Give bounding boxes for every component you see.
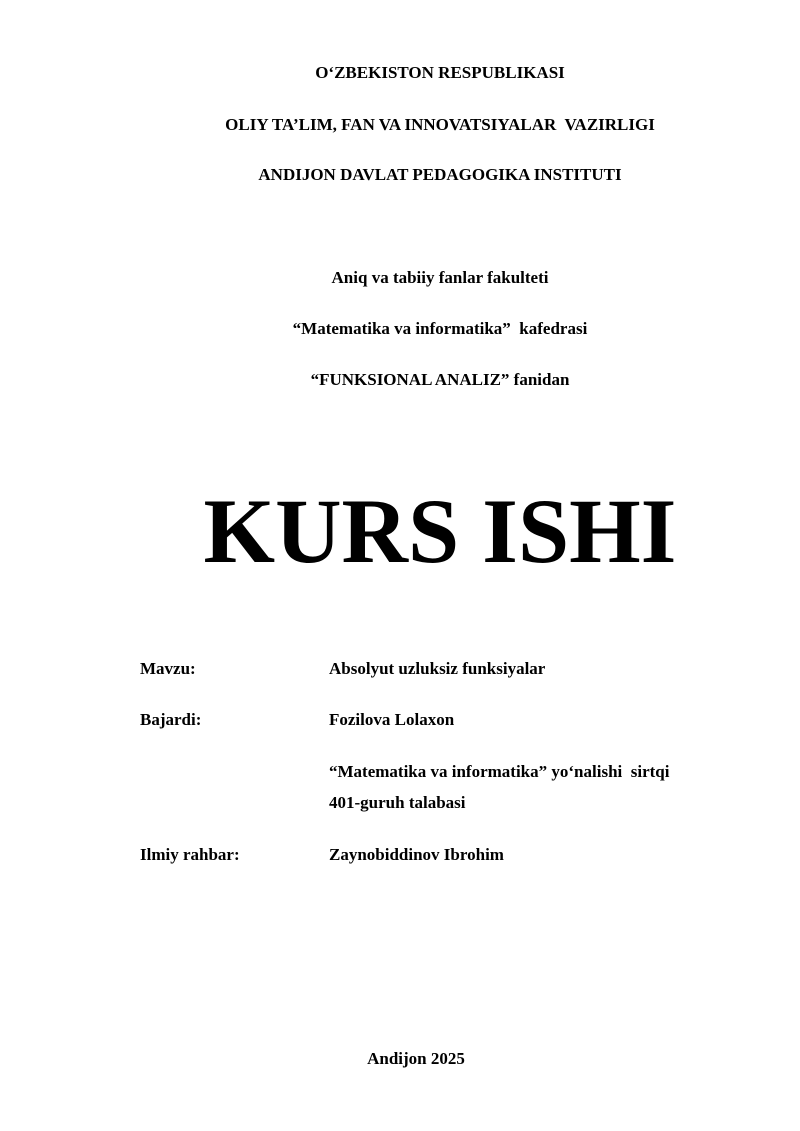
supervisor-value: Zaynobiddinov Ibrohim <box>329 845 504 864</box>
topic-label: Mavzu: <box>140 659 196 678</box>
supervisor-label: Ilmiy rahbar: <box>140 845 240 864</box>
author-label: Bajardi: <box>140 710 202 729</box>
subject-name: “FUNKSIONAL ANALIZ” fanidan <box>310 370 570 389</box>
faculty-name: Aniq va tabiiy fanlar fakulteti <box>331 268 549 287</box>
ministry-heading: OLIY TA’LIM, FAN VA INNOVATSIYALAR VAZIRLIGI <box>225 115 655 134</box>
author-value: Fozilova Lolaxon <box>329 710 455 729</box>
department-name: “Matematika va informatika” kafedrasi <box>292 319 588 338</box>
author-direction: “Matematika va informatika” yo‘nalishi sirtqi <box>329 762 670 781</box>
institute-heading: ANDIJON DAVLAT PEDAGOGIKA INSTITUTI <box>258 165 622 184</box>
topic-value: Absolyut uzluksiz funksiyalar <box>329 659 546 678</box>
place-year: Andijon 2025 <box>367 1049 465 1068</box>
document-title: KURS ISHI <box>203 480 677 582</box>
author-group: 401-guruh talabasi <box>329 793 466 812</box>
country-heading: O‘ZBEKISTON RESPUBLIKASI <box>315 63 565 82</box>
